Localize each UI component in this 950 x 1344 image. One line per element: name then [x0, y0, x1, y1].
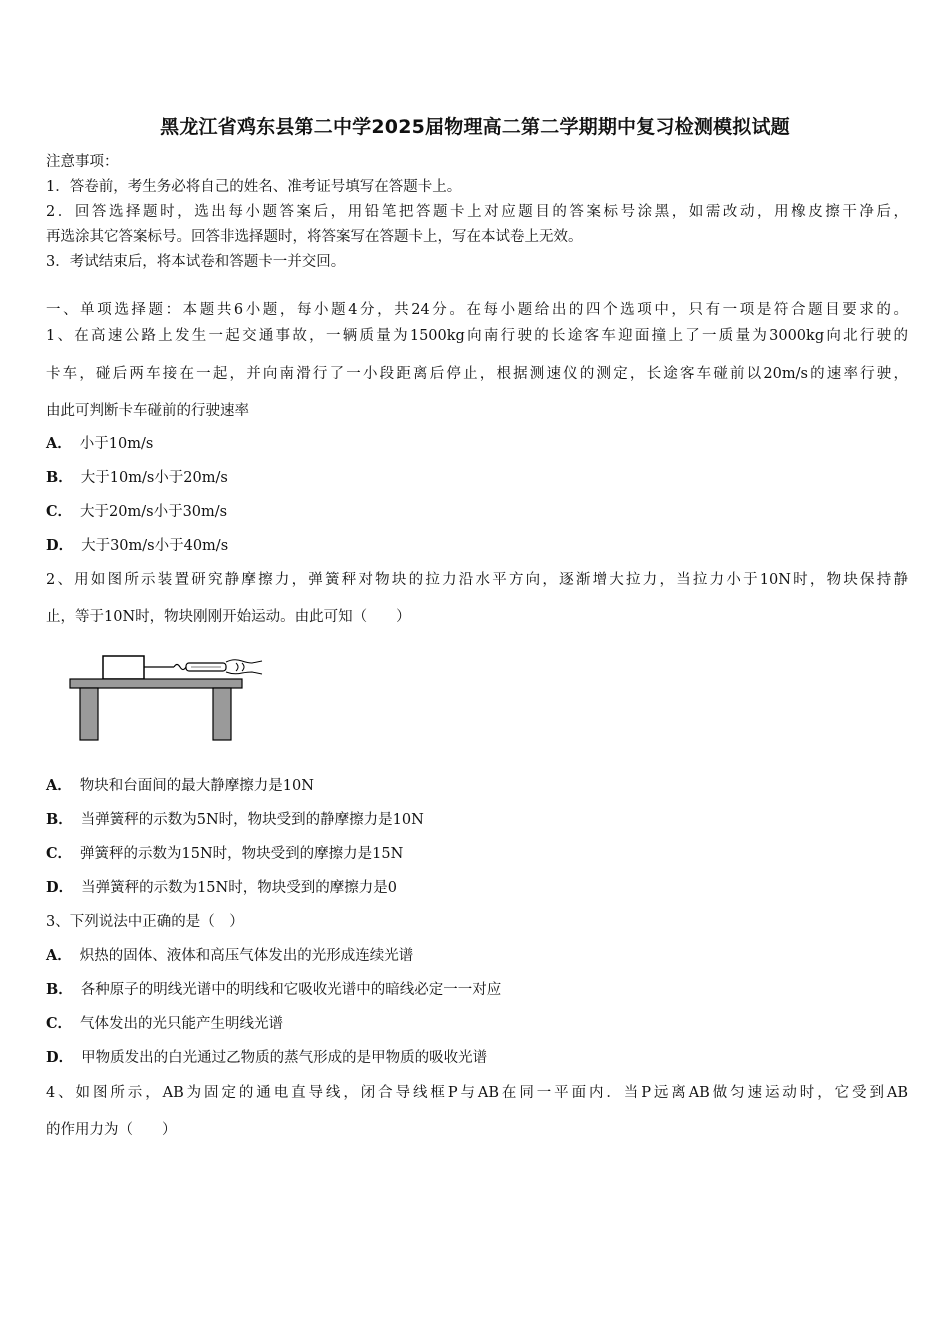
notice-item-2-cont: 再选涂其它答案标号。回答非选择题时，将答案写在答题卡上，写在本试卷上无效。: [46, 229, 583, 245]
q3-option-a: A． 炽热的固体、液体和高压气体发出的光形成连续光谱: [46, 947, 414, 964]
table-spring-diagram: [66, 650, 266, 745]
table-leg-right: [213, 688, 231, 740]
notice-heading: 注意事项：: [46, 154, 119, 170]
block: [103, 656, 144, 679]
q1-stem-line-3: 由此可判断卡车碰前的行驶速率: [46, 403, 249, 419]
q2-stem-line-1: 2、用如图所示装置研究静摩擦力，弹簧秤对物块的拉力沿水平方向，逐渐增大拉力，当拉力小于10N时，物块保持静: [46, 572, 908, 588]
q1-option-c: C． 大于20m/s小于30m/s: [46, 503, 228, 520]
notice-item-1: 1．答卷前，考生务必将自己的姓名、准考证号填写在答题卡上。: [46, 179, 462, 195]
q2-option-d: D． 当弹簧秤的示数为15N时，物块受到的摩擦力是0: [46, 879, 397, 896]
q3-option-d: D． 甲物质发出的白光通过乙物质的蒸气形成的是甲物质的吸收光谱: [46, 1049, 488, 1066]
q3-option-c: C． 气体发出的光只能产生明线光谱: [46, 1015, 284, 1032]
q2-option-b: B． 当弹簧秤的示数为5N时，物块受到的静摩擦力是10N: [46, 811, 424, 828]
hook: [174, 665, 186, 670]
table-top: [70, 679, 242, 688]
q4-stem-line-2: 的作用力为（ ）: [46, 1122, 177, 1138]
q3-option-b: B． 各种原子的明线光谱中的明线和它吸收光谱中的暗线必定一一对应: [46, 981, 502, 998]
q1-stem-line-1: 1、在高速公路上发生一起交通事故，一辆质量为1500kg向南行驶的长途客车迎面撞上了一质量为3000kg向北行驶的: [46, 328, 908, 344]
notice-item-2: 2．回答选择题时，选出每小题答案后，用铅笔把答题卡上对应题目的答案标号涂黑，如需改动，用橡皮擦干净后，: [46, 204, 908, 220]
q2-option-a: A． 物块和台面间的最大静摩擦力是10N: [46, 777, 314, 794]
q2-stem-line-2: 止，等于10N时，物块刚刚开始运动。由此可知（ ）: [46, 609, 411, 625]
section-heading: 一、单项选择题：本题共6小题，每小题4分，共24分。在每小题给出的四个选项中，只有一项是符合题目要求的。: [46, 302, 908, 318]
q2-option-c: C． 弹簧秤的示数为15N时，物块受到的摩擦力是15N: [46, 845, 404, 862]
q1-stem-line-2: 卡车，碰后两车接在一起，并向南滑行了一小段距离后停止，根据测速仪的测定，长途客车碰前以20m/s的速率行驶，: [46, 366, 908, 382]
notice-item-3: 3．考试结束后，将本试卷和答题卡一并交回。: [46, 254, 346, 270]
q1-option-b: B． 大于10m/s小于20m/s: [46, 469, 228, 486]
q1-option-a: A． 小于10m/s: [46, 435, 154, 452]
page-title: 黑龙江省鸡东县第二中学2025届物理高二第二学期期中复习检测模拟试题: [160, 116, 790, 138]
q4-stem-line-1: 4、如图所示，AB为固定的通电直导线，闭合导线框P与AB在同一平面内．当P远离AB做匀速运动时，它受到AB: [46, 1085, 908, 1101]
table-leg-left: [80, 688, 98, 740]
q3-stem: 3、下列说法中正确的是（ ）: [46, 914, 244, 930]
hand: [226, 660, 262, 674]
q1-option-d: D． 大于30m/s小于40m/s: [46, 537, 229, 554]
